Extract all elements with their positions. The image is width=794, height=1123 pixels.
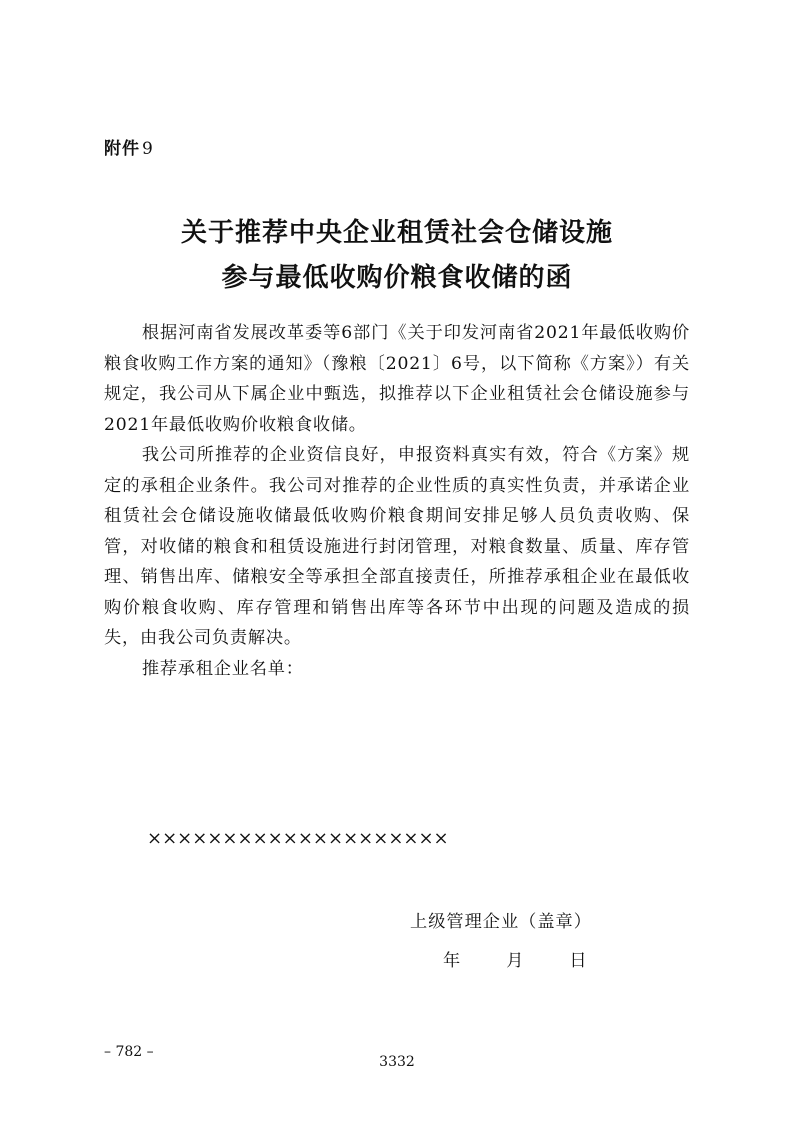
document-title-line-2: 参与最低收购价粮食收储的函 (221, 263, 573, 293)
page-number: – 782 – (104, 1044, 154, 1060)
date-year: 年 (443, 951, 461, 971)
attachment-label-text: 附件 (104, 139, 140, 159)
date-day: 日 (569, 951, 587, 971)
body-paragraph-1: 根据河南省发展改革委等6部门《关于印发河南省2021年最低收购价粮食收购工作方案的通知》（豫粮〔2021〕6号，以下简称《方案》）有关规定，我公司从下属企业中甄选，拟推荐以下企业租赁社会仓储设施参与2021年最低收购价收粮食收储。 (104, 323, 690, 435)
document-title-line-1: 关于推荐中央企业租赁社会仓储设施 (180, 218, 613, 248)
enterprise-name-placeholder: ×××××××××××××××××××× (147, 828, 449, 849)
date-month: 月 (506, 951, 524, 971)
bottom-number: 3332 (379, 1054, 415, 1070)
document-body (104, 318, 690, 684)
attachment-label (104, 134, 154, 159)
signature-org: 上级管理企业（盖章） (410, 912, 592, 932)
signature-date (443, 946, 587, 971)
enterprise-list-label: 推荐承租企业名单： (141, 658, 304, 679)
body-paragraph-2: 我公司所推荐的企业资信良好，申报资料真实有效，符合《方案》规定的承租企业条件。我公司对推荐的企业性质的真实性负责，并承诺企业租赁社会仓储设施收储最低收购价粮食期间安排足够人员负责收购、保管，对收储的粮食和租赁设施进行封闭管理，对粮食数量、质量、库存管理、销售出库、储粮安全等承担全部直接责任，所推荐承租企业在最低收购价粮食收购、库存管理和销售出库等各环节中出现的问题及造成的损失，由我公司负责解决。 (104, 445, 690, 648)
attachment-number: 9 (142, 139, 154, 159)
